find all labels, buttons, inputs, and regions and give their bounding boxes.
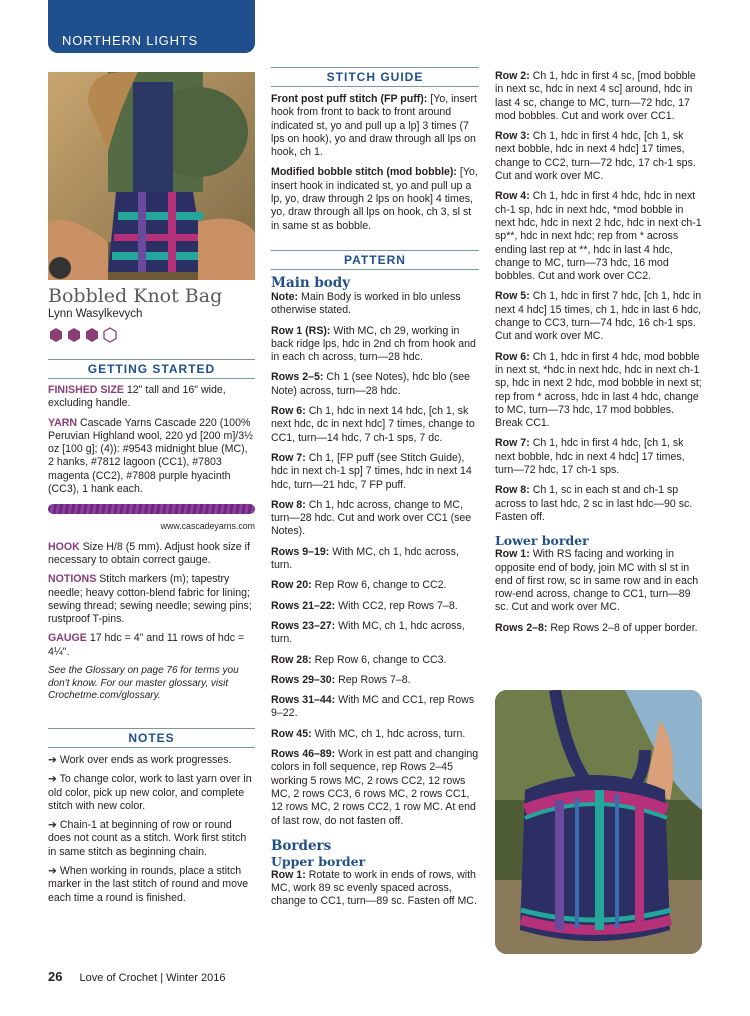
pattern-row: Row 6: Ch 1, hdc in first 4 hdc, mod bobble in next st, *hdc in next hdc, hdc in next ch-1 sp, hdc in next 2 hdc, mod bobble in next st; rep from * across, hdc in last 4 hdc, change to MC, turn—73 hdc, 17 mod bobbles. Break CC1. [495, 350, 702, 430]
notions-text: Stitch markers (m); tapestry needle; heavy cotton-blend fabric for lining; sewing thread; sewing needle; sewing pins; rustproof T-pins. [48, 573, 252, 626]
pattern-row: Row 7: Ch 1, hdc in first 4 hdc, [ch 1, sk next bobble, hdc in next 4 hdc] 17 times, turn—72 hdc, 17 ch-1 sps. [495, 437, 685, 477]
arrow-icon: ➔ [48, 754, 60, 766]
pattern-row: Row 8: Ch 1, hdc across, change to MC, turn—28 hdc. Cut and work over CC1 (see Notes). [271, 498, 472, 538]
yarn-credit-link[interactable]: www.cascadeyarns.com [160, 521, 255, 532]
pattern-row: Row 8: Ch 1, sc in each st and ch-1 sp across to last hdc, 2 sc in last hdc—90 sc. Fasten off. [495, 484, 693, 523]
glossary-note: See the Glossary on page 76 for terms you don't know. For our master glossary, visit Crochetme.com/glossary. [48, 665, 239, 702]
notes-list [48, 754, 255, 905]
pattern-row: Rows 31–44: With MC and CC1, rep Rows 9–22. [271, 694, 475, 720]
pattern-row: Row 5: Ch 1, hdc in first 7 hdc, [ch 1, hdc in next 4 hdc] 15 times, ch 1, hdc in last 6 hdc, change to CC3, turn—74 hdc, 16 ch-1 sps. Cut and work over MC. [495, 290, 702, 343]
hook-label: HOOK [48, 540, 80, 553]
page-footer [48, 969, 225, 984]
bag-photo-illustration [48, 72, 255, 280]
note-label: Note: [271, 291, 299, 303]
fp-puff-text: [Yo, insert hook from front to back to front around indicated st, yo and pull up a lp] 3 times (7 lps on hook), yo and draw through all lps on hook, ch 1. [271, 93, 478, 159]
note-item: ➔ When working in rounds, place a stitch marker in the last stitch of round and move each time a round is finished. [48, 865, 249, 904]
pattern-row: Rows 21–22: With CC2, rep Rows 7–8. [271, 599, 458, 612]
note-item: ➔ Chain-1 at beginning of row or round does not count as a stitch. Work first stitch in same stitch as beginning chain. [48, 819, 247, 858]
pattern-heading: PATTERN [271, 250, 479, 270]
page-number: 26 [48, 969, 63, 984]
skill-level-icons [48, 327, 128, 343]
main-body-heading: Main body [271, 275, 351, 291]
pattern-row: Row 1 (RS): With MC, ch 29, working in back ridge lps, hdc in 2nd ch from hook and in each ch across, turn—28 hdc. [271, 324, 476, 364]
footer-divider: | [160, 972, 167, 984]
magazine-name: Love of Crochet [79, 972, 158, 984]
notes-heading: NOTES [48, 728, 255, 748]
pattern-row: Rows 2–5: Ch 1 (see Notes), hdc blo (see Note) across, turn—28 hdc. [271, 371, 471, 397]
pattern-row: Row 1: Rotate to work in ends of rows, with MC, work 89 sc evenly spaced across, change to CC1, turn—89 sc. Fasten off MC. [271, 868, 477, 908]
pattern-row: Row 2: Ch 1, hdc in first 4 sc, [mod bobble in next sc, hdc in next 4 sc] around, hdc in last 4 sc, change to MC, turn—72 hdc, 17 mod bobbles. Cut and work over CC1. [495, 70, 696, 122]
stitch-guide-heading: STITCH GUIDE [271, 67, 479, 87]
gauge-label: GAUGE [48, 632, 87, 645]
lower-border-heading: Lower border [495, 533, 589, 549]
skill-level-rating [48, 327, 255, 343]
yarn-swatch [48, 504, 255, 514]
pattern-row: Row 1: With RS facing and working in opposite end of body, join MC with sl st in end of first row, sc in same row and in each row-end across, change to CC1, turn—89 sc. Cut and work over MC. [495, 548, 699, 614]
pattern-title: Bobbled Knot Bag [48, 285, 223, 307]
bag-closeup-illustration [495, 690, 702, 954]
pattern-row: Rows 23–27: With MC, ch 1, hdc across, turn. [271, 619, 465, 646]
yarn-text: Cascade Yarns Cascade 220 (100% Peruvian Highland wool, 220 yd [200 m]/3½ oz [100 g]; (4)): #9543 midnight blue (MC), 2 hanks, #7812 lagoon (CC1), #7803 magenta (CC2), #7808 purple hyacinth (CC3), 1 hank each. [48, 416, 253, 496]
fp-puff-label: Front post puff stitch (FP puff): [271, 93, 428, 105]
bag-photo-closeup [495, 690, 702, 954]
pattern-row: Row 28: Rep Row 6, change to CC3. [271, 653, 447, 666]
pattern-row: Rows 2–8: Rep Rows 2–8 of upper border. [495, 621, 698, 634]
mod-bobble-label: Modified bobble stitch (mod bobble): [271, 166, 457, 179]
section-tab [48, 0, 255, 53]
mod-bobble-text: [Yo, insert hook in indicated st, yo and pull up a lp, yo, draw through 2 lps on hook] 4 times, yo, draw through all lps on hook, ch 3, sl st in same st as bobble. [271, 166, 478, 232]
pattern-row: Row 7: Ch 1, [FP puff (see Stitch Guide), hdc in next ch-1 sp] 7 times, hdc in next 14 hdc, turn—21 hdc, 7 FP puff. [271, 451, 472, 491]
pattern-row: Rows 29–30: Rep Rows 7–8. [271, 673, 411, 686]
pattern-row: Rows 46–89: Work in est patt and changing colors in foll sequence, rep Rows 2–45 working 5 rows MC, 2 rows CC2, 12 rows MC, 2 rows CC3, 6 rows MC, 2 rows CC1, 12 rows MC, 2 rows CC2, 1 row MC. At end of last row, do not fasten off. [271, 748, 479, 827]
borders-heading: Borders [271, 837, 332, 854]
pattern-row: Row 20: Rep Row 6, change to CC2. [271, 579, 447, 592]
upper-border-heading: Upper border [271, 853, 366, 869]
designer-name: Lynn Wasylkevych [48, 308, 143, 320]
pattern-row: Row 4: Ch 1, hdc in first 4 hdc, hdc in next ch-1 sp, hdc in next hdc, *mod bobble in next hdc, hdc in next 2 hdc, hdc in next ch-1 sp**, hdc in next hdc; rep from * across ending last rep at **, hdc in last 4 hdc, change to MC, turn—73 hdc, 16 mod bobbles. Cut and work over CC2. [495, 190, 702, 283]
issue-date: Winter 2016 [166, 972, 226, 984]
pattern-row: Row 45: With MC, ch 1, hdc across, turn. [271, 727, 466, 740]
finished-size-label: FINISHED SIZE [48, 384, 124, 396]
pattern-row: Row 6: Ch 1, hdc in next 14 hdc, [ch 1, sk next hdc, dc in next hdc] 7 times, change to CC1, turn—14 hdc, 7 ch-1 sps, 7 dc. [271, 405, 475, 444]
hook-text: Size H/8 (5 mm). Adjust hook size if necessary to obtain correct gauge. [48, 540, 250, 566]
pattern-row: Row 3: Ch 1, hdc in first 4 hdc, [ch 1, sk next bobble, hdc in next 4 hdc] 17 times, change to CC2, turn—72 hdc, 17 ch-1 sps. Cut and work over MC. [495, 130, 696, 183]
arrow-icon: ➔ [48, 865, 60, 878]
note-item: ➔ Work over ends as work progresses. [48, 754, 232, 766]
note-item: ➔ To change color, work to last yarn over in old color, pick up new color, and complete stitch with new color. [48, 773, 252, 812]
yarn-label: YARN [48, 416, 78, 429]
pattern-row: Rows 9–19: With MC, ch 1, hdc across, turn. [271, 545, 459, 572]
bag-photo-model [48, 72, 255, 280]
notions-label: NOTIONS [48, 573, 97, 586]
note-text: Main Body is worked in blo unless otherwise stated. [271, 291, 461, 317]
gauge-text: 17 hdc = 4" and 11 rows of hdc = 4¼". [48, 632, 245, 658]
section-tab-label: NORTHERN LIGHTS [62, 33, 198, 48]
arrow-icon: ➔ [48, 819, 60, 832]
arrow-icon: ➔ [48, 773, 60, 786]
finished-size-text: 12" tall and 16" wide, excluding handle. [48, 384, 226, 410]
getting-started-heading: GETTING STARTED [48, 359, 255, 379]
